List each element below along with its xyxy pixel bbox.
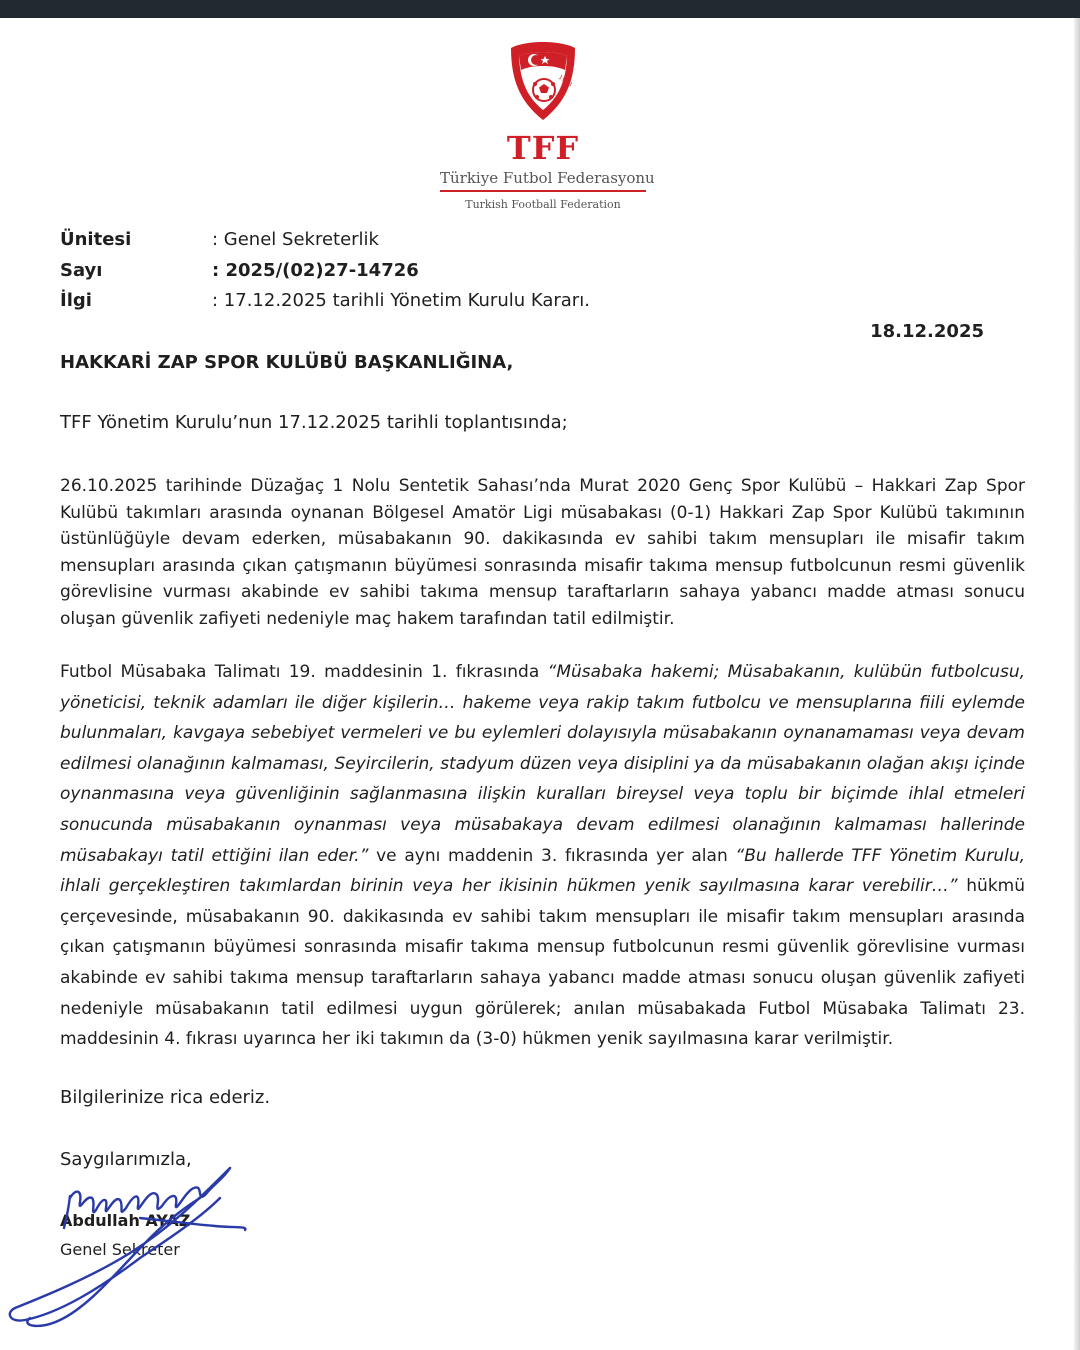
regards-line: Saygılarımızla,: [60, 1149, 192, 1170]
addressee: HAKKARİ ZAP SPOR KULÜBÜ BAŞKANLIĞINA,: [60, 352, 514, 373]
meta-number-label: Sayı: [60, 260, 103, 281]
tff-crest-logo: [508, 40, 578, 122]
meta-number-value: : 2025/(02)27-14726: [212, 260, 419, 281]
page-edge-shadow: [1074, 18, 1080, 1350]
letter-date: 18.12.2025: [870, 321, 984, 342]
paragraph-2-lead: Futbol Müsabaka Talimatı 19. maddesinin 1. fıkrasında: [60, 662, 548, 682]
brand-logotype: TFF: [506, 129, 580, 167]
meta-subject-label: İlgi: [60, 290, 92, 311]
quoted-regulation-1: “Müsabaka hakemi; Müsabakanın, kulübün futbolcusu, yöneticisi, teknik adamları ile diğer kişilerin… hakeme veya rakip takım futbolcu ve mensuplarına fiili eylemde bulunmaları, kavgaya sebebiyet vermeleri ve bu eylemleri dolayısıyla müsabakanın oynanamaması veya devam edilmesi olanağının kalmaması, Seyircilerin, stadyum düzen veya disiplini ya da müsabakanın olağan akışı içinde oynanmasına veya güvenliğinin sağlanmasına ilişkin kuralları bireysel veya toplu bir biçimde ihlal etmeleri sonucunda müsabakanın oynanması veya müsabakaya devam edilmesi olanağının kalmaması hallerinde müsabakayı tatil ettiğini ilan eder.”: [60, 662, 1026, 866]
handwritten-signature: [0, 1158, 260, 1338]
meta-unit-value: : Genel Sekreterlik: [212, 229, 379, 250]
paragraph-2-middle: ve aynı maddenin 3. fıkrasında yer alan: [368, 845, 736, 866]
body-paragraph-1: 26.10.2025 tarihinde Düzağaç 1 Nolu Sentetik Sahası’nda Murat 2020 Genç Spor Kulübü – Hakkari Zap Spor Kulübü takımları arasında oynanan Bölgesel Amatör Ligi müsabakası (0-1) Hakkari Zap Spor Kulübü takımının üstünlüğüyle devam ederken, müsabakanın 90. dakikasında ev sahibi takım mensupları ile misafir takım mensupları arasında çıkan çatışmanın büyümesi sonrasında misafir takıma mensup futbolcunun resmi güvenlik görevlisine vurması akabinde ev sahibi takıma mensup taraftarların sahaya yabancı madde atması sonucu oluşan güvenlik zafiyeti nedeniyle maç hakem tarafından tatil edilmiştir.: [60, 476, 1025, 629]
letterhead: [440, 40, 655, 212]
quoted-regulation-2: “Bu hallerde TFF Yönetim Kurulu, ihlali gerçekleştiren takımlardan birinin veya her ikisinin hükmen yenik sayılmasına karar verebilir…”: [60, 845, 1025, 897]
body-paragraph-2: [60, 657, 1025, 1055]
closing-line: Bilgilerinize rica ederiz.: [60, 1087, 271, 1108]
intro-line: TFF Yönetim Kurulu’nun 17.12.2025 tarihli toplantısında;: [60, 412, 568, 433]
federation-name-en: Turkish Football Federation: [465, 198, 621, 211]
signer-name: Abdullah AYAZ: [60, 1211, 191, 1230]
meta-subject-value: : 17.12.2025 tarihli Yönetim Kurulu Kararı.: [212, 290, 590, 311]
meta-unit-label: Ünitesi: [60, 229, 132, 250]
signer-title: Genel Sekreter: [60, 1240, 180, 1259]
brand-divider: [440, 190, 646, 192]
top-status-bar: [0, 0, 1080, 18]
federation-name: Türkiye Futbol Federasyonu: [440, 169, 655, 187]
paragraph-2-tail: hükmü çerçevesinde, müsabakanın 90. dakikasında ev sahibi takım mensupları ile misafir takım mensupları arasında çıkan çatışmanın büyümesi sonrasında misafir takıma mensup futbolcunun resmi güvenlik görevlisine vurması akabinde ev sahibi takıma mensup taraftarların sahaya yabancı madde atması sonucu oluşan güvenlik zafiyeti nedeniyle müsabakanın tatil edilmesi uygun görülerek; anılan müsabakada Futbol Müsabaka Talimatı 23. maddesinin 4. fıkrası uyarınca her iki takımın da (3-0) hükmen yenik sayılmasına karar verilmiştir.: [60, 876, 1025, 1050]
svg-text:1923: 1923: [556, 73, 574, 89]
